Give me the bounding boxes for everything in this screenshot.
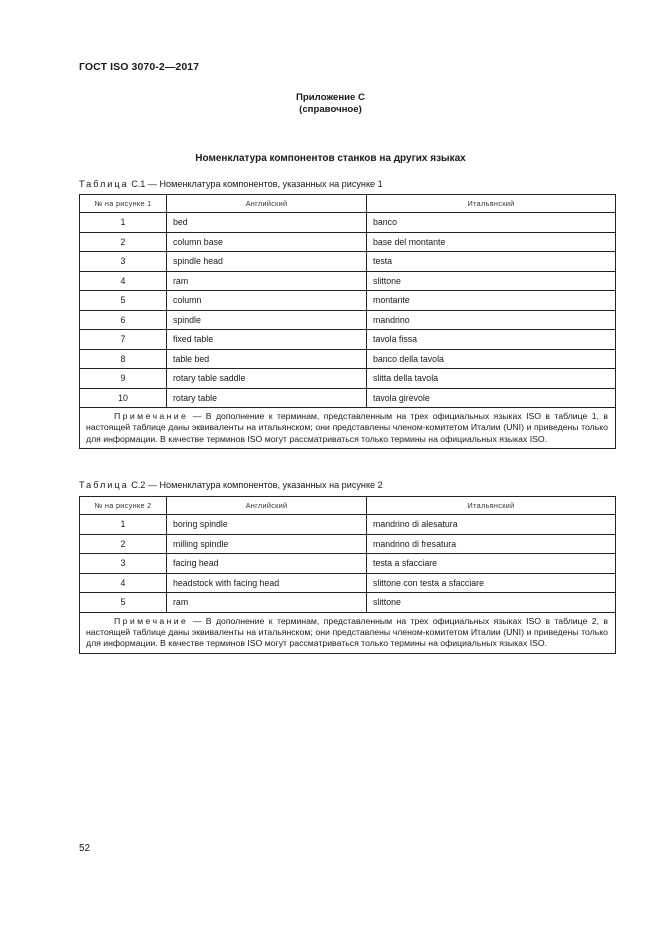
cell-english: milling spindle <box>167 534 367 554</box>
table-row <box>80 349 616 369</box>
cell-italian: banco della tavola <box>367 349 616 369</box>
column-header-number: № на рисунке 2 <box>80 497 167 515</box>
table-row <box>80 554 616 574</box>
column-header-english: Английский <box>167 195 367 213</box>
table-row <box>80 388 616 408</box>
cell-italian: slittone <box>367 593 616 613</box>
table-row <box>80 369 616 389</box>
cell-number: 6 <box>80 310 167 330</box>
cell-italian: base del montante <box>367 232 616 252</box>
table-row <box>80 232 616 252</box>
note-text: — В дополнение к терминам, представленным на трех официальных языках ISO в таблице 1, в настоящей таблице даны эквиваленты на итальянском; они представлены членом-комитетом Италии (UNI) и приведены только для информации. В качестве терминов ISO могут рассматриваться только термины на официальных языках ISO. <box>86 411 608 444</box>
table-row <box>80 213 616 233</box>
table-row <box>80 271 616 291</box>
table-row <box>80 330 616 350</box>
cell-number: 3 <box>80 252 167 272</box>
cell-italian: slittone <box>367 271 616 291</box>
cell-italian: mandrino <box>367 310 616 330</box>
cell-number: 1 <box>80 213 167 233</box>
cell-number: 2 <box>80 232 167 252</box>
table-row <box>80 252 616 272</box>
cell-english: fixed table <box>167 330 367 350</box>
cell-english: spindle head <box>167 252 367 272</box>
cell-number: 1 <box>80 515 167 535</box>
cell-italian: mandrino di fresatura <box>367 534 616 554</box>
table-row <box>80 515 616 535</box>
cell-italian: slittone con testa a sfacciare <box>367 573 616 593</box>
cell-number: 2 <box>80 534 167 554</box>
cell-number: 5 <box>80 593 167 613</box>
document-header: ГОСТ ISO 3070-2—2017 <box>79 61 200 73</box>
cell-italian: banco <box>367 213 616 233</box>
table-c2 <box>79 496 616 654</box>
annex-title: Приложение С <box>296 92 365 103</box>
cell-italian: montante <box>367 291 616 311</box>
table1-caption <box>79 179 383 189</box>
cell-number: 4 <box>80 271 167 291</box>
table-row <box>80 291 616 311</box>
cell-italian: tavola girevole <box>367 388 616 408</box>
table2-caption <box>79 480 383 490</box>
table1-caption-text: С.1 — Номенклатура компонентов, указанных на рисунке 1 <box>131 179 383 189</box>
table-header-row <box>80 497 616 515</box>
cell-number: 3 <box>80 554 167 574</box>
table-row <box>80 573 616 593</box>
cell-italian: mandrino di alesatura <box>367 515 616 535</box>
note-row <box>80 612 616 653</box>
column-header-italian: Итальянский <box>367 497 616 515</box>
table-body <box>80 515 616 613</box>
cell-number: 9 <box>80 369 167 389</box>
note-text: — В дополнение к терминам, представленным на трех официальных языках ISO в таблице 2, в настоящей таблице даны эквиваленты на итальянском; они представлены членом-комитетом Италии (UNI) и приведены только для информации. В качестве терминов ISO могут рассматриваться только термины на официальных языках ISO. <box>86 615 608 649</box>
table-c1 <box>79 194 616 449</box>
page-number: 52 <box>79 843 91 854</box>
cell-english: facing head <box>167 554 367 574</box>
table2-note <box>80 612 616 653</box>
cell-italian: tavola fissa <box>367 330 616 350</box>
table2-caption-text: С.2 — Номенклатура компонентов, указанных на рисунке 2 <box>131 480 383 490</box>
cell-italian: testa <box>367 252 616 272</box>
cell-number: 8 <box>80 349 167 369</box>
section-title: Номенклатура компонентов станков на других языках <box>195 153 466 164</box>
cell-english: headstock with facing head <box>167 573 367 593</box>
cell-number: 7 <box>80 330 167 350</box>
table-row <box>80 310 616 330</box>
note-label: Примечание <box>114 615 189 626</box>
cell-italian: slitta della tavola <box>367 369 616 389</box>
cell-italian: testa a sfacciare <box>367 554 616 574</box>
cell-english: column base <box>167 232 367 252</box>
column-header-number: № на рисунке 1 <box>80 195 167 213</box>
cell-english: ram <box>167 593 367 613</box>
table2-caption-label: Таблица <box>79 480 129 490</box>
table-header-row <box>80 195 616 213</box>
annex-subtitle: (справочное) <box>299 104 362 115</box>
cell-english: rotary table <box>167 388 367 408</box>
cell-english: bed <box>167 213 367 233</box>
table-row <box>80 534 616 554</box>
cell-english: ram <box>167 271 367 291</box>
column-header-english: Английский <box>167 497 367 515</box>
note-label: Примечание <box>114 411 189 421</box>
table1-caption-label: Таблица <box>79 179 129 189</box>
cell-english: spindle <box>167 310 367 330</box>
cell-number: 4 <box>80 573 167 593</box>
cell-english: column <box>167 291 367 311</box>
table1-note <box>80 408 616 449</box>
table-body <box>80 213 616 408</box>
cell-english: table bed <box>167 349 367 369</box>
cell-english: boring spindle <box>167 515 367 535</box>
note-row <box>80 408 616 449</box>
cell-number: 10 <box>80 388 167 408</box>
cell-number: 5 <box>80 291 167 311</box>
table-row <box>80 593 616 613</box>
cell-english: rotary table saddle <box>167 369 367 389</box>
column-header-italian: Итальянский <box>367 195 616 213</box>
